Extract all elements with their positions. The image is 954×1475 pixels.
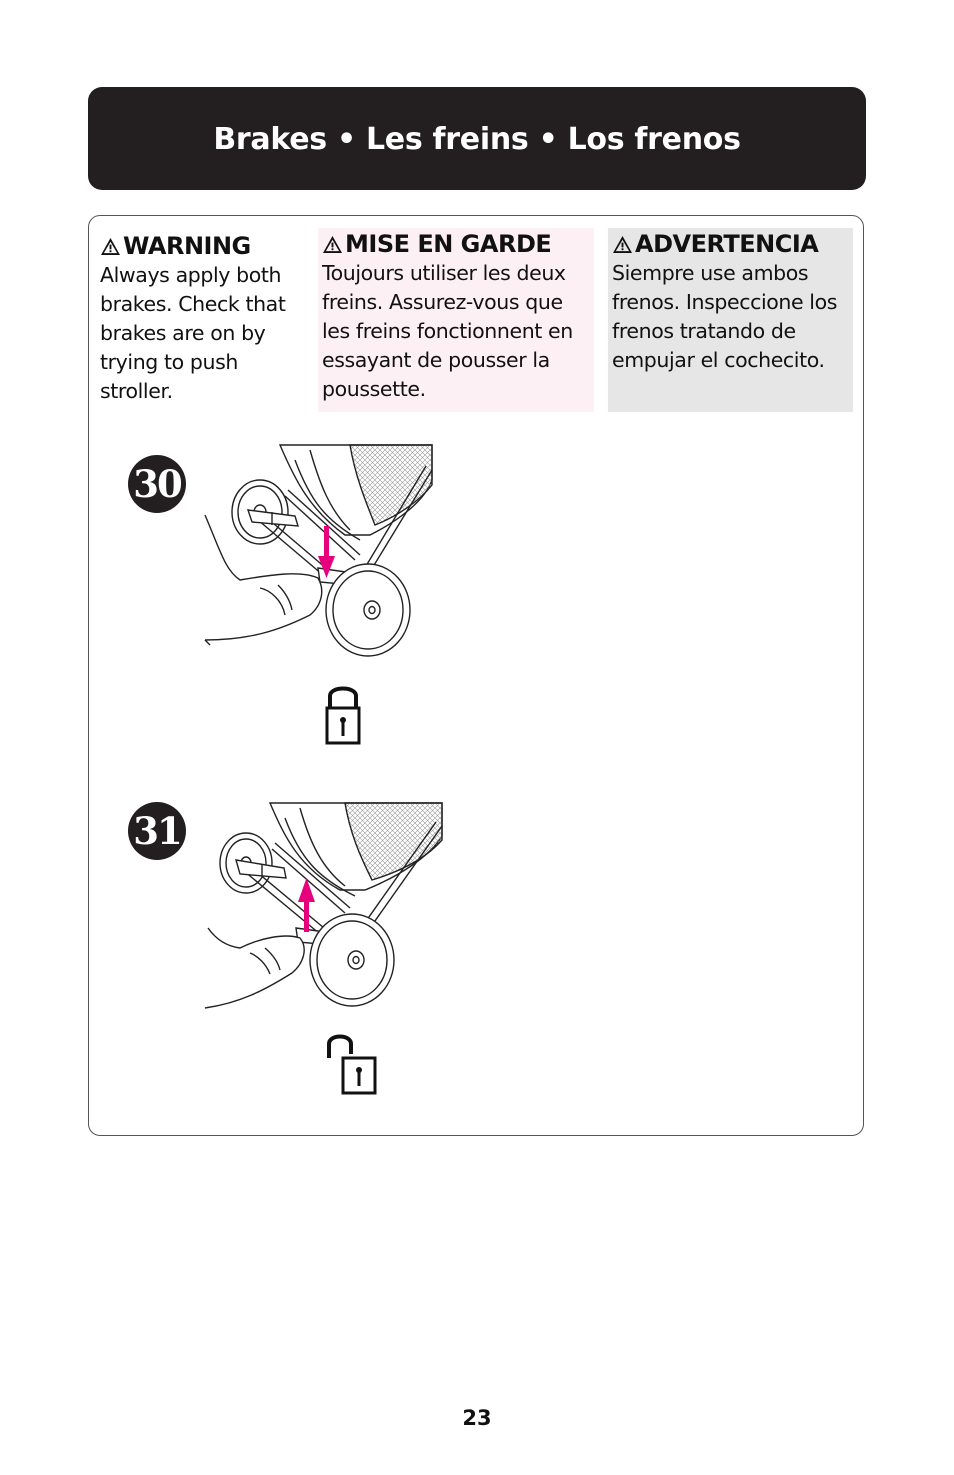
warning-heading: ADVERTENCIA [635,230,819,258]
stroller-brake-illustration [200,440,440,660]
warning-text: Always apply both brakes. Check that brakes are on by trying to push stroller. [100,263,286,403]
warning-heading: MISE EN GARDE [345,230,552,258]
page-number: 23 [462,1406,492,1430]
warning-heading: WARNING [123,232,251,260]
step-number-badge: 31 [128,802,186,860]
warning-triangle-icon [612,235,633,254]
stroller-brake-illustration [200,798,446,1018]
section-title: Brakes • Les freins • Los frenos [213,122,741,157]
padlock-closed-icon [320,680,366,746]
warning-text: Siempre use ambos frenos. Inspeccione los frenos tratando de empujar el cochecito. [612,261,838,372]
padlock-open-icon [323,1030,379,1096]
warning-triangle-icon [100,237,121,256]
warning-text: Toujours utiliser les deux freins. Assurez-vous que les freins fonctionnent en essayant de pousser la poussette. [322,261,573,401]
step-number-badge: 30 [128,455,186,513]
warning-english [100,228,310,406]
warning-french [318,228,594,412]
warning-spanish [608,228,853,412]
section-header [88,87,866,190]
warning-triangle-icon [322,235,343,254]
